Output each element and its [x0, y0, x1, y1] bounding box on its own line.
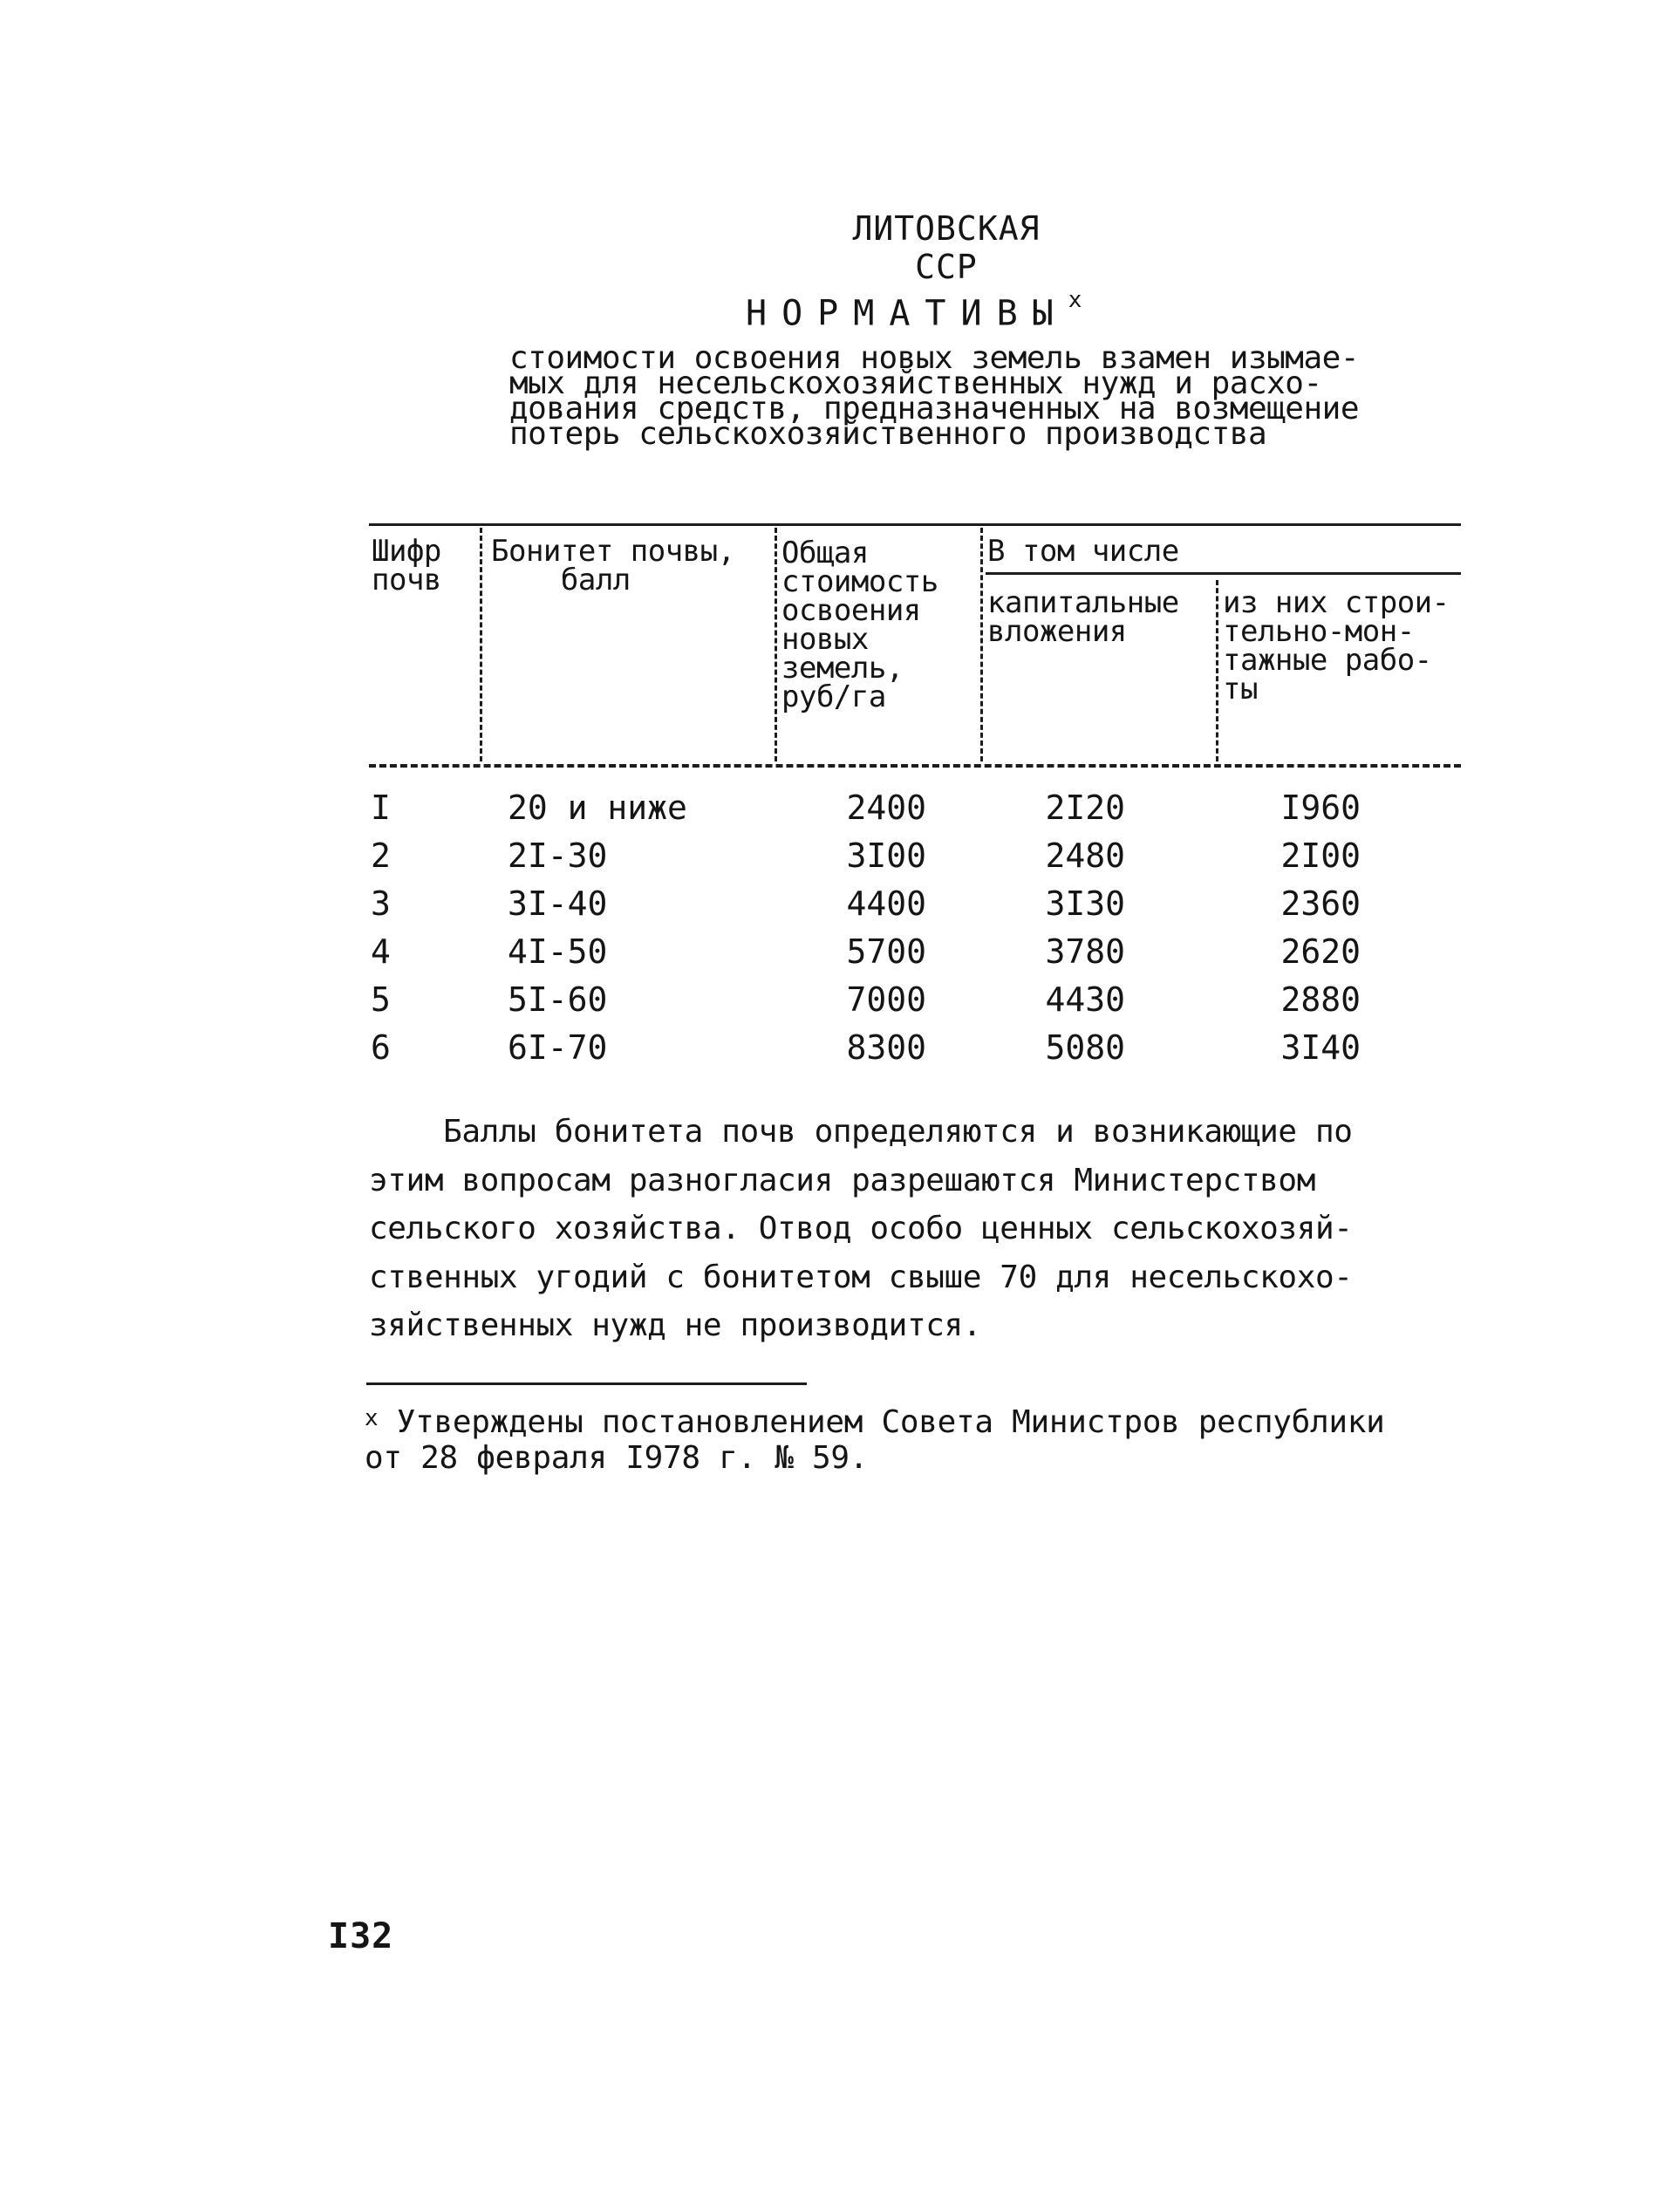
page-number: I32 [328, 1916, 394, 1956]
table-row [0, 836, 1672, 880]
title-text: НОРМАТИВЫ [746, 293, 1068, 334]
cell-total-cost: 5700 [846, 932, 926, 971]
header-including: В том числе [987, 534, 1179, 569]
document-title [746, 287, 1082, 334]
table-column-divider [480, 528, 482, 761]
cell-total-cost: 7000 [846, 980, 926, 1019]
cell-capital: 3I30 [1045, 884, 1125, 923]
cell-total-cost: 3I00 [846, 836, 926, 875]
table-row [0, 1028, 1672, 1072]
cell-soil-code: 6 [371, 1028, 391, 1067]
cell-construction: 2360 [1280, 884, 1361, 923]
header-total-cost: Общая стоимость освоения новых земель, руб/га [781, 536, 938, 714]
footnote-separator [366, 1382, 807, 1385]
region-heading: ЛИТОВСКАЯ ССР [852, 209, 1041, 286]
cell-total-cost: 4400 [846, 884, 926, 923]
cell-bonitet: 2I-30 [508, 836, 608, 875]
cell-capital: 3780 [1045, 932, 1125, 971]
footnote [365, 1406, 1498, 1475]
cell-construction: 3I40 [1280, 1028, 1361, 1067]
footnote-text: Утверждены постановлением Совета Министров республики от 28 февраля I978 г. № 59. [365, 1404, 1385, 1476]
table-column-divider [775, 528, 777, 761]
header-construction-works: из них строи- тельно-мон- тажные рабо- ты [1223, 585, 1450, 707]
document-subtitle: стоимости освоения новых земель взамен изымае- мых для несельскохозяйственных нужд и расхо- дования средств, предназначенных на возмещение потерь сельскохозяйственного производства [509, 340, 1359, 452]
cell-bonitet: 4I-50 [508, 932, 608, 971]
table-row [0, 980, 1672, 1024]
table-column-divider [1216, 580, 1218, 761]
cell-construction: I960 [1280, 789, 1361, 827]
table-row [0, 884, 1672, 928]
table-header-bottom-rule [369, 764, 1461, 768]
table-row [0, 932, 1672, 976]
body-paragraph: Баллы бонитета почв определяются и возникающие по этим вопросам разногласия разрешаются Министерством сельского хозяйства. Отвод особо ценных сельскохозяй- ственных угодий с бонитетом свыше 70 для несельскохо- зяйственных нужд не производится. [369, 1114, 1353, 1343]
cell-capital: 5080 [1045, 1028, 1125, 1067]
cell-bonitet: 3I-40 [508, 884, 608, 923]
cell-capital: 2I20 [1045, 789, 1125, 827]
table-column-divider [980, 528, 983, 761]
cell-soil-code: 5 [371, 980, 391, 1019]
cell-soil-code: 4 [371, 932, 391, 971]
footnote-mark: x [365, 1405, 379, 1431]
cell-soil-code: I [371, 789, 391, 827]
cell-bonitet: 6I-70 [508, 1028, 608, 1067]
header-capital-investments: капитальные вложения [987, 585, 1179, 649]
cell-soil-code: 2 [371, 836, 391, 875]
title-footnote-mark: x [1068, 287, 1082, 313]
cell-soil-code: 3 [371, 884, 391, 923]
cell-capital: 2480 [1045, 836, 1125, 875]
including-underline-rule [986, 572, 1461, 575]
table-row [0, 789, 1672, 832]
cell-capital: 4430 [1045, 980, 1125, 1019]
cell-bonitet: 5I-60 [508, 980, 608, 1019]
cell-construction: 2620 [1280, 932, 1361, 971]
cell-construction: 2880 [1280, 980, 1361, 1019]
table-top-rule [369, 523, 1461, 526]
cell-construction: 2I00 [1280, 836, 1361, 875]
header-soil-code: Шифр почв [372, 534, 441, 597]
header-bonitet: Бонитет почвы, балл [491, 534, 735, 597]
cell-total-cost: 8300 [846, 1028, 926, 1067]
cell-total-cost: 2400 [846, 789, 926, 827]
cell-bonitet: 20 и ниже [508, 789, 687, 827]
